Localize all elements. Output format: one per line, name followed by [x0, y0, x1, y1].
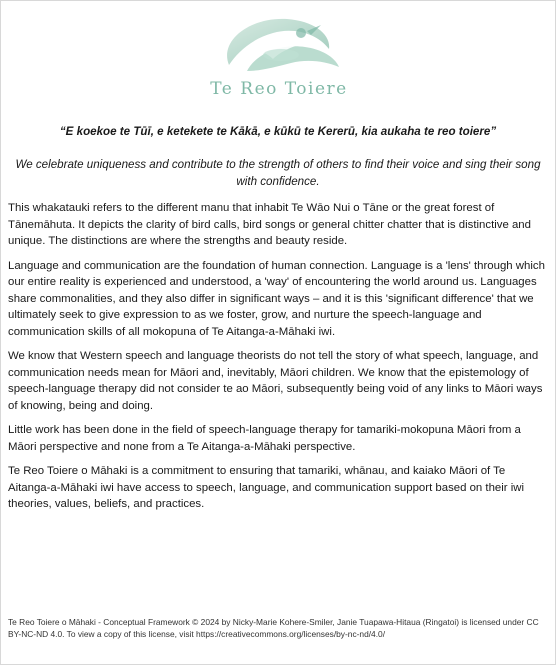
paragraph-commitment: Te Reo Toiere o Māhaki is a commitment to ensuring that tamariki, whānau, and kaiako Māori of Te Aitanga-a-Māhaki iwi have access to speech, language, and communication support based on their iwi theories, values, beliefs, and practices.: [8, 465, 525, 510]
tagline: We celebrate uniqueness and contribute to the strength of others to find their voice and sing their song with confidence.: [15, 158, 541, 188]
te-reo-toiere-logo: [189, 11, 369, 101]
whakatauki-quote: “E koekoe te Tūī, e ketekete te Kākā, e kūkū te Kererū, kia aukaha te reo toiere”: [59, 125, 497, 138]
body-text: [8, 200, 547, 521]
paragraph-whakatauki: This whakatauki refers to the different manu that inhabit Te Wāo Nui o Tāne or the great forest of Tānemāhuta. It depicts the clarity of bird calls, bird songs or general chitter chatter that is distinctive and unique. The distinctions are where the strengths and beauty reside.: [8, 202, 531, 247]
bird-swirl-icon: [189, 11, 369, 83]
license-footer: Te Reo Toiere o Māhaki - Conceptual Framework © 2024 by Nicky-Marie Kohere-Smiler, Janie Tuapawa-Hitaua (Ringatoi) is licensed under CC BY-NC-ND 4.0. To view a copy of this license, visit https://creativecommons.org/licenses/by-nc-nd/4.0/: [8, 617, 539, 639]
logo-wordmark: Te Reo Toiere: [210, 79, 348, 99]
paragraph-language: Language and communication are the foundation of human connection. Language is a 'lens' through which our entire reality is experienced and understood, a 'way' of encountering the world around us. Languages share commonalities, and they also differ in significant ways – and it is this 'significant difference' that we ultimately seek to give expression to as we foster, grow, and nurture the speech-language and communication skills of all mokopuna of Te Aitanga-a-Māhaki iwi.: [8, 259, 545, 338]
paragraph-little-work: Little work has been done in the field of speech-language therapy for tamariki-mokopuna Māori from a Māori perspective and none from a Te Aitanga-a-Māhaki perspective.: [8, 424, 521, 453]
paragraph-western-theorists: We know that Western speech and language theorists do not tell the story of what speech, language, and communication needs mean for Māori and, inevitably, Māori children. We know that the epistemology of speech-language therapy did not consider te ao Māori, subsequently being void of any links to Māori ways of knowing, being and doing.: [8, 350, 543, 412]
